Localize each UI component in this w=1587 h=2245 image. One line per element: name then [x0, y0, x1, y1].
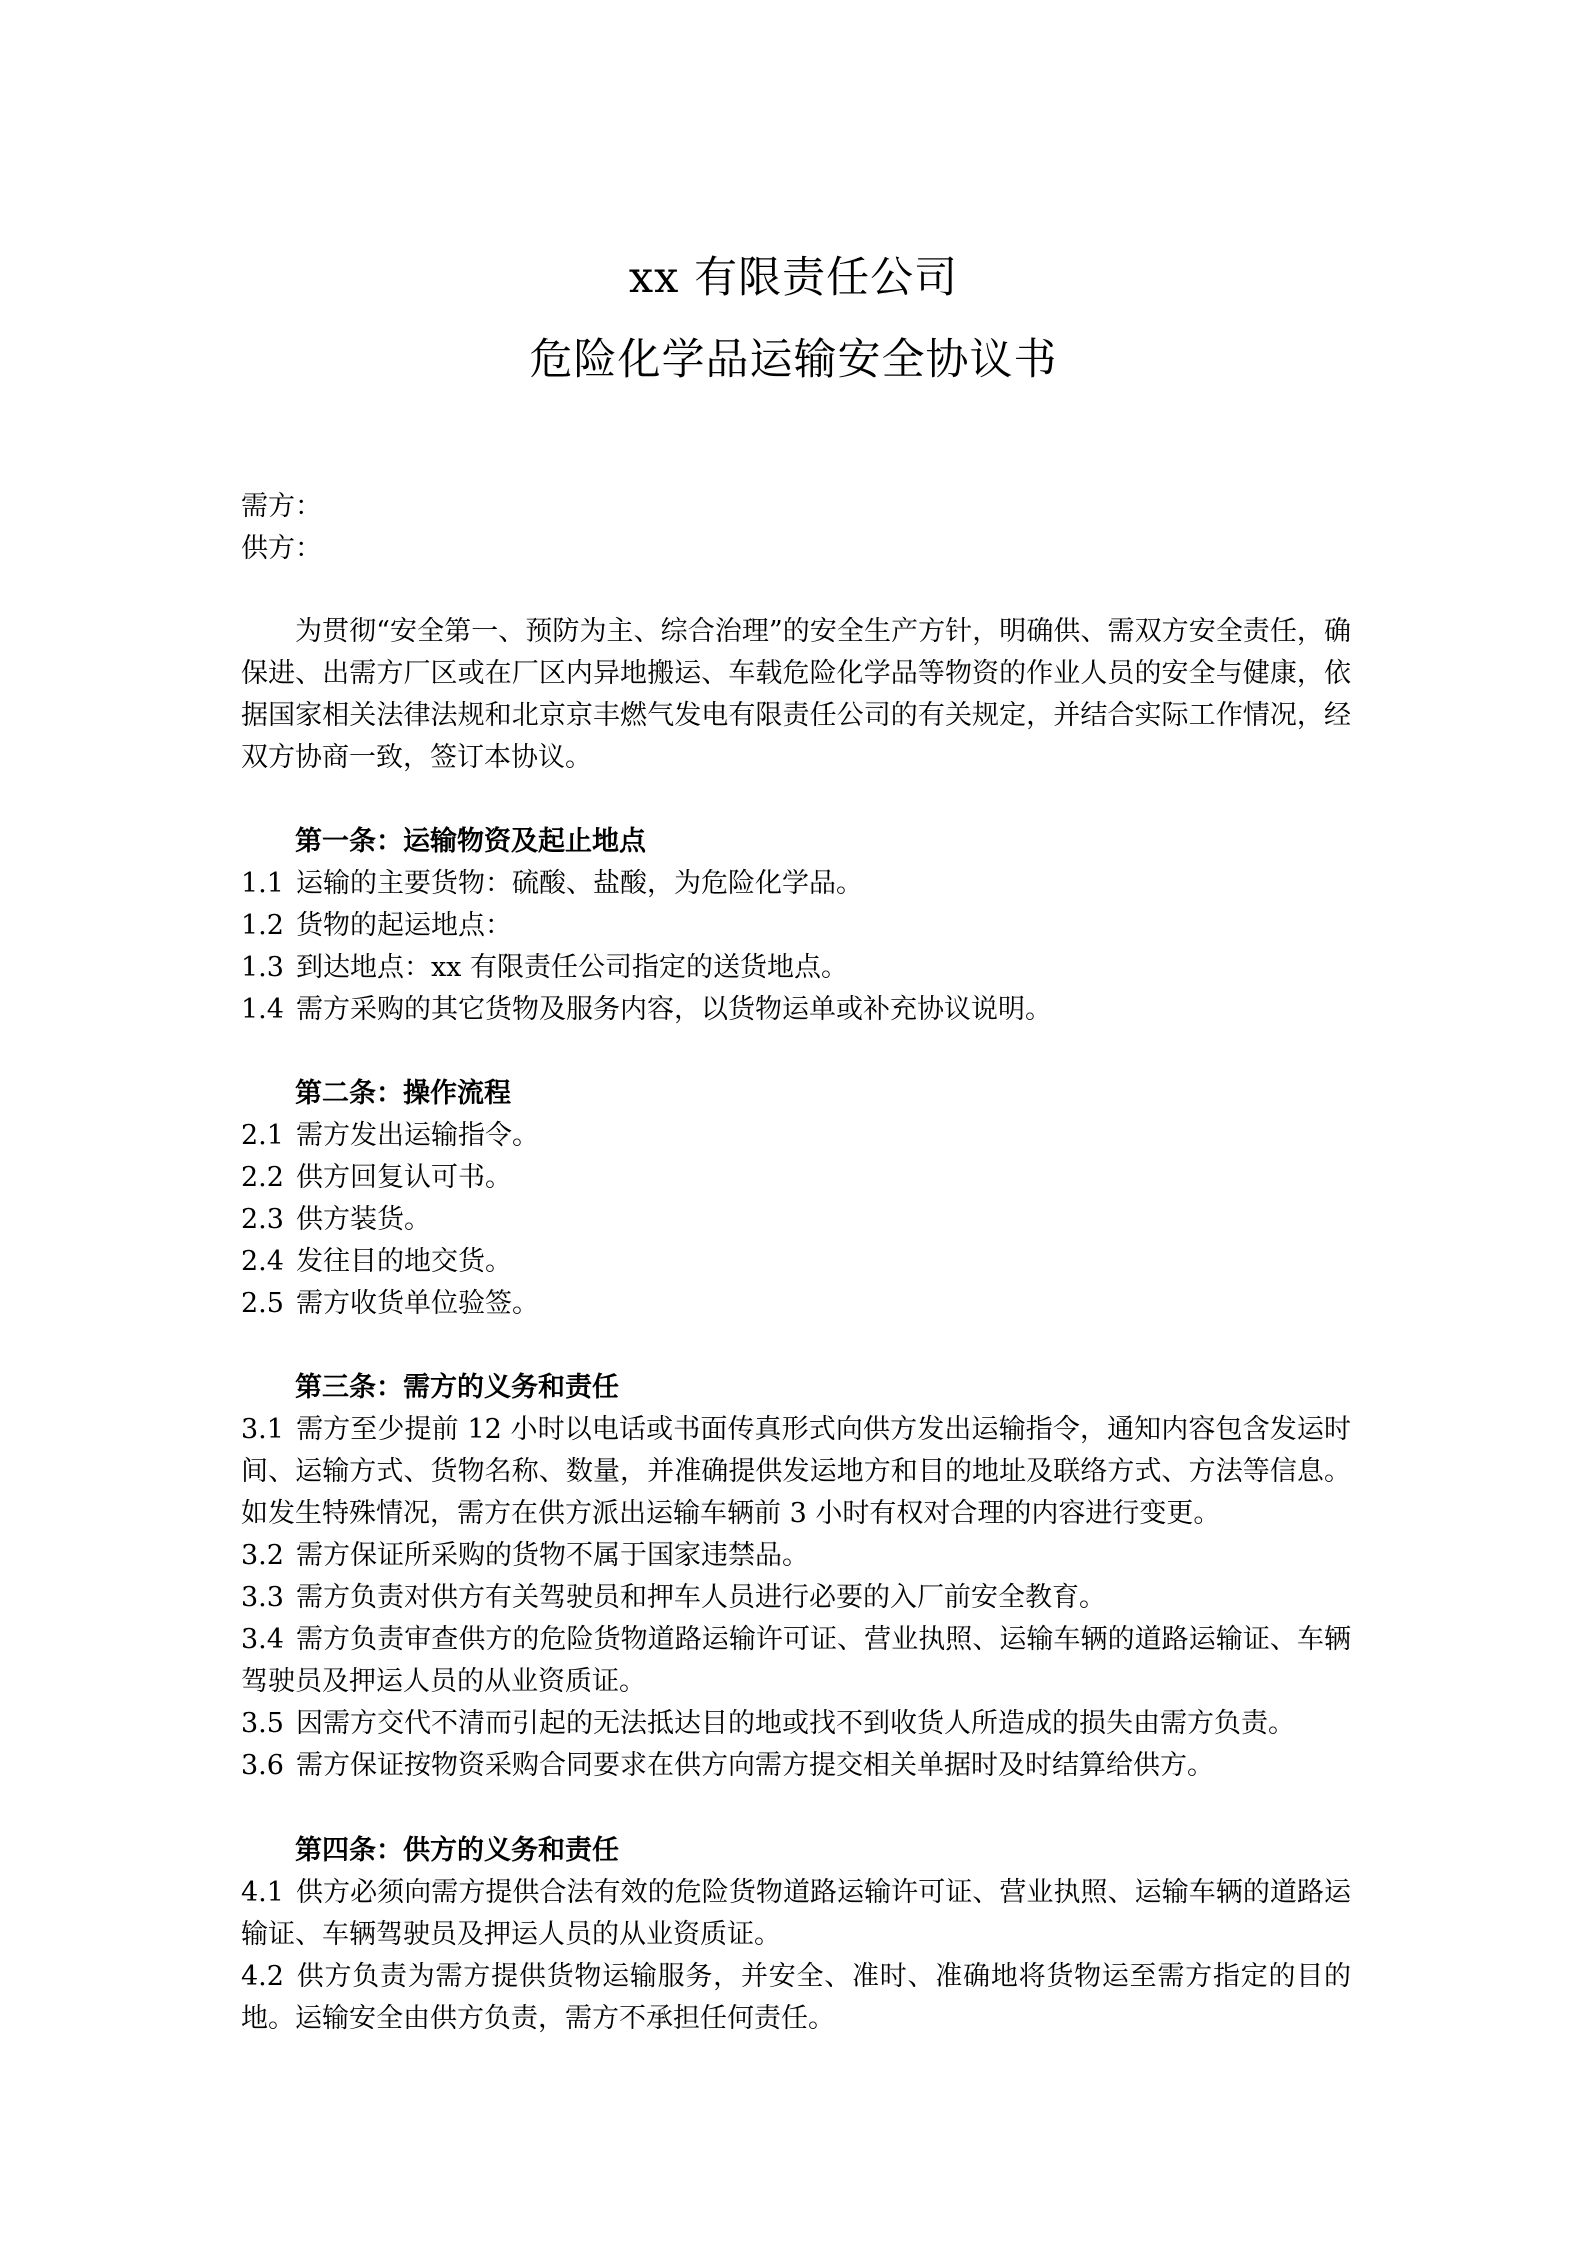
- section-2: [241, 1073, 1351, 1325]
- section-4: [241, 1830, 1351, 2040]
- clause-text: 需方保证按物资采购合同要求在供方向需方提交相关单据时及时结算给供方。: [295, 1750, 1214, 1781]
- clause-text: 需方至少提前 12 小时以电话或书面传真形式向供方发出运输指令，通知内容包含发运时间、运输方式、货物名称、数量，并准确提供发运地方和目的地址及联络方式、方法等信息。如发生特殊情况，需方在供方派出运输车辆前 3 小时有权对合理的内容进行变更。: [241, 1414, 1351, 1529]
- clause-text: 供方装货。: [295, 1204, 431, 1235]
- clause-3-1: [241, 1409, 1351, 1535]
- clause-4-2: [241, 1956, 1351, 2040]
- clause-number: 2.3: [241, 1204, 284, 1235]
- clause-text: 需方保证所采购的货物不属于国家违禁品。: [295, 1540, 809, 1571]
- clause-2-1: [241, 1115, 1351, 1157]
- clause-1-2: [241, 905, 1351, 947]
- section-heading: 第四条：供方的义务和责任: [295, 1835, 619, 1866]
- clause-text: 需方发出运输指令。: [295, 1120, 539, 1151]
- clause-text: 供方回复认可书。: [295, 1162, 512, 1193]
- clause-number: 1.3: [241, 952, 284, 983]
- clause-2-5: [241, 1283, 1351, 1325]
- clause-text: 货物的起运地点：: [295, 910, 512, 941]
- clause-number: 2.2: [241, 1162, 284, 1193]
- clause-text: 到达地点：xx 有限责任公司指定的送货地点。: [295, 952, 848, 983]
- clause-text: 供方负责为需方提供货物运输服务，并安全、准时、准确地将货物运至需方指定的目的地。运输安全由供方负责，需方不承担任何责任。: [241, 1961, 1351, 2034]
- clause-text: 需方负责对供方有关驾驶员和押车人员进行必要的入厂前安全教育。: [295, 1582, 1106, 1613]
- clause-text: 因需方交代不清而引起的无法抵达目的地或找不到收货人所造成的损失由需方负责。: [295, 1708, 1295, 1739]
- company-title: xx 有限责任公司: [628, 253, 959, 303]
- clause-3-4: [241, 1619, 1351, 1703]
- section-heading: 第二条：操作流程: [295, 1078, 511, 1109]
- clause-number: 3.6: [241, 1750, 284, 1781]
- clause-1-4: [241, 989, 1351, 1031]
- clause-2-2: [241, 1157, 1351, 1199]
- clause-text: 需方负责审查供方的危险货物道路运输许可证、营业执照、运输车辆的道路运输证、车辆驾驶员及押运人员的从业资质证。: [241, 1624, 1351, 1697]
- parties-block: [241, 486, 1351, 570]
- clause-2-4: [241, 1241, 1351, 1283]
- clause-4-1: [241, 1872, 1351, 1956]
- clause-3-5: [241, 1703, 1351, 1745]
- clause-text: 发往目的地交货。: [295, 1246, 512, 1277]
- clause-3-3: [241, 1577, 1351, 1619]
- clause-3-2: [241, 1535, 1351, 1577]
- clause-number: 3.1: [241, 1414, 284, 1445]
- document-title: 危险化学品运输安全协议书: [529, 335, 1058, 385]
- demand-party-label: 需方：: [241, 491, 322, 522]
- clause-text: 运输的主要货物：硫酸、盐酸，为危险化学品。: [295, 868, 863, 899]
- clause-number: 2.4: [241, 1246, 284, 1277]
- clause-number: 2.1: [241, 1120, 284, 1151]
- section-heading: 第一条：运输物资及起止地点: [295, 826, 646, 857]
- clause-text: 需方收货单位验签。: [295, 1288, 539, 1319]
- section-3: [241, 1367, 1351, 1787]
- clause-3-6: [241, 1745, 1351, 1787]
- clause-number: 3.3: [241, 1582, 284, 1613]
- section-1: [241, 821, 1351, 1031]
- clause-text: 供方必须向需方提供合法有效的危险货物道路运输许可证、营业执照、运输车辆的道路运输证、车辆驾驶员及押运人员的从业资质证。: [241, 1877, 1351, 1950]
- supply-party-label: 供方：: [241, 533, 322, 564]
- clause-number: 4.1: [241, 1877, 284, 1908]
- clause-number: 1.4: [241, 994, 284, 1025]
- clause-number: 1.1: [241, 868, 284, 899]
- clause-2-3: [241, 1199, 1351, 1241]
- intro-paragraph-block: [241, 611, 1351, 779]
- clause-text: 需方采购的其它货物及服务内容，以货物运单或补充协议说明。: [295, 994, 1052, 1025]
- clause-1-1: [241, 863, 1351, 905]
- clause-1-3: [241, 947, 1351, 989]
- section-heading: 第三条：需方的义务和责任: [295, 1372, 619, 1403]
- clause-number: 4.2: [241, 1961, 284, 1992]
- clause-number: 1.2: [241, 910, 284, 941]
- clause-number: 3.4: [241, 1624, 284, 1655]
- intro-paragraph: 为贯彻“安全第一、预防为主、综合治理”的安全生产方针，明确供、需双方安全责任，确保进、出需方厂区或在厂区内异地搬运、车载危险化学品等物资的作业人员的安全与健康，依据国家相关法律法规和北京京丰燃气发电有限责任公司的有关规定，并结合实际工作情况，经双方协商一致，签订本协议。: [241, 616, 1351, 773]
- clause-number: 2.5: [241, 1288, 284, 1319]
- clause-number: 3.2: [241, 1540, 284, 1571]
- clause-number: 3.5: [241, 1708, 284, 1739]
